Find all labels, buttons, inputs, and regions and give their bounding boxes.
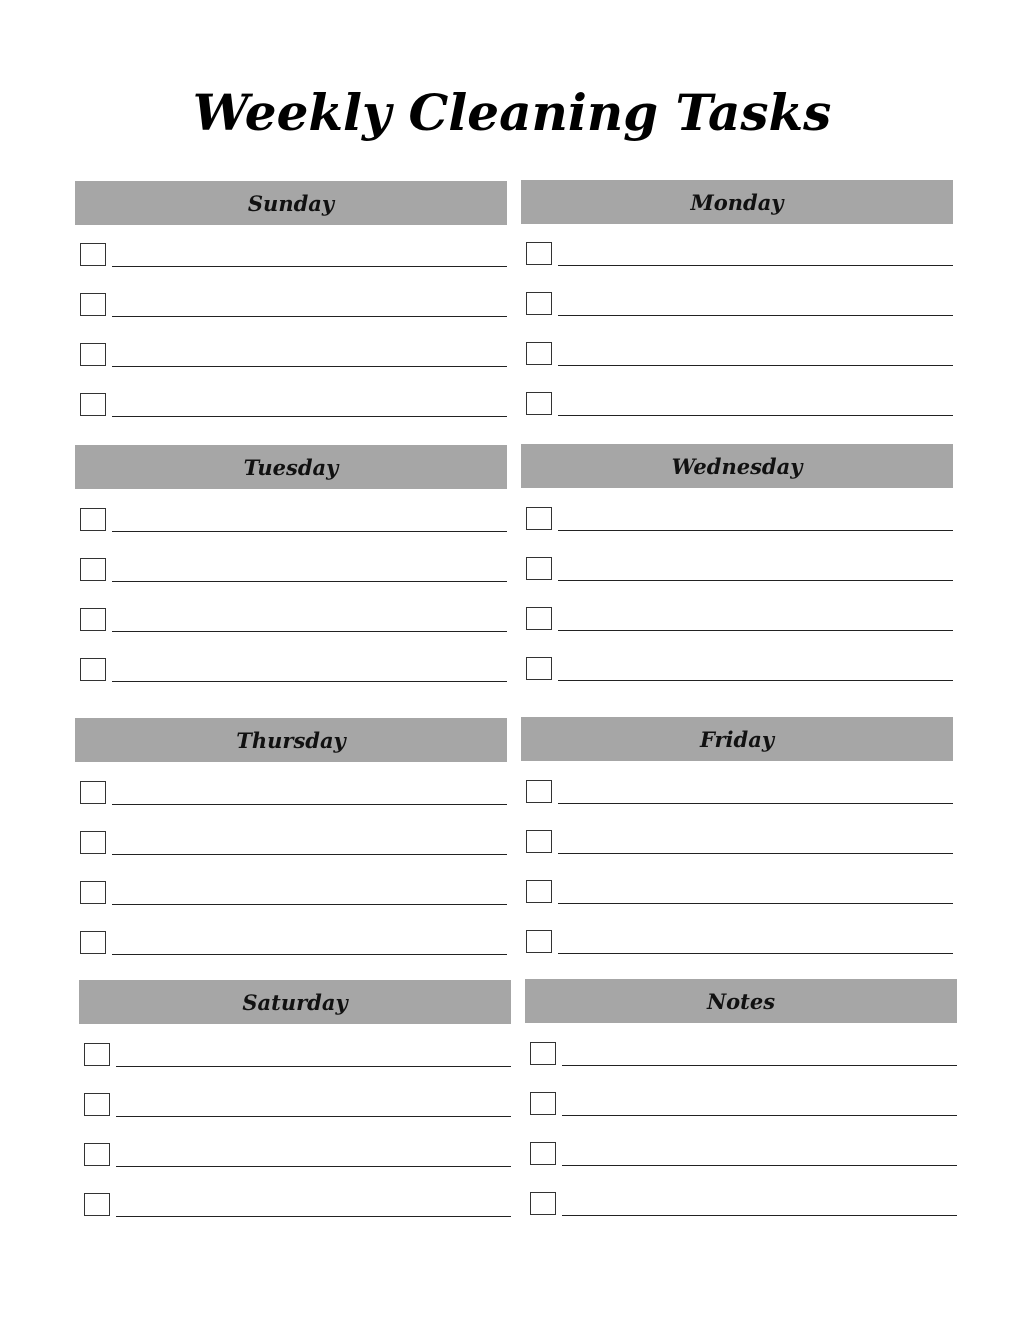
task-line[interactable] xyxy=(558,630,953,631)
task-row xyxy=(521,507,953,531)
task-line[interactable] xyxy=(558,680,953,681)
task-line[interactable] xyxy=(558,415,953,416)
checkbox[interactable] xyxy=(530,1092,556,1115)
task-row xyxy=(521,657,953,681)
task-row xyxy=(525,1192,957,1216)
checkbox[interactable] xyxy=(526,830,552,853)
checkbox[interactable] xyxy=(80,658,106,681)
task-row xyxy=(75,343,507,367)
checkbox[interactable] xyxy=(80,881,106,904)
checkbox[interactable] xyxy=(80,831,106,854)
task-line[interactable] xyxy=(558,530,953,531)
section-notes xyxy=(525,979,957,1023)
task-row xyxy=(525,1092,957,1116)
section-wednesday xyxy=(521,444,953,488)
task-row xyxy=(521,607,953,631)
checkbox[interactable] xyxy=(84,1143,110,1166)
task-line[interactable] xyxy=(112,531,507,532)
task-line[interactable] xyxy=(562,1165,957,1166)
checkbox[interactable] xyxy=(526,242,552,265)
checkbox[interactable] xyxy=(526,507,552,530)
task-row xyxy=(521,557,953,581)
section-header: Thursday xyxy=(75,718,507,762)
task-row xyxy=(75,293,507,317)
task-row xyxy=(75,831,507,855)
section-tuesday xyxy=(75,445,507,489)
checkbox[interactable] xyxy=(526,557,552,580)
task-line[interactable] xyxy=(116,1116,511,1117)
task-line[interactable] xyxy=(112,316,507,317)
task-line[interactable] xyxy=(558,803,953,804)
section-header: Notes xyxy=(525,979,957,1023)
checkbox[interactable] xyxy=(80,508,106,531)
checkbox[interactable] xyxy=(80,931,106,954)
task-row xyxy=(521,242,953,266)
section-thursday xyxy=(75,718,507,762)
task-line[interactable] xyxy=(112,804,507,805)
task-row xyxy=(521,880,953,904)
section-header: Saturday xyxy=(79,980,511,1024)
checkbox[interactable] xyxy=(84,1093,110,1116)
checkbox[interactable] xyxy=(526,657,552,680)
checkbox[interactable] xyxy=(526,880,552,903)
checkbox[interactable] xyxy=(80,293,106,316)
checkbox[interactable] xyxy=(80,343,106,366)
checkbox[interactable] xyxy=(526,292,552,315)
checkbox[interactable] xyxy=(530,1192,556,1215)
task-row xyxy=(75,781,507,805)
checkbox[interactable] xyxy=(84,1043,110,1066)
task-line[interactable] xyxy=(558,953,953,954)
task-line[interactable] xyxy=(116,1066,511,1067)
task-line[interactable] xyxy=(112,854,507,855)
task-line[interactable] xyxy=(112,366,507,367)
section-saturday xyxy=(79,980,511,1024)
checkbox[interactable] xyxy=(80,608,106,631)
checkbox[interactable] xyxy=(84,1193,110,1216)
task-line[interactable] xyxy=(116,1216,511,1217)
section-monday xyxy=(521,180,953,224)
task-row xyxy=(79,1143,511,1167)
checkbox[interactable] xyxy=(80,558,106,581)
task-row xyxy=(79,1193,511,1217)
task-row xyxy=(75,658,507,682)
checkbox[interactable] xyxy=(526,392,552,415)
task-line[interactable] xyxy=(562,1115,957,1116)
task-row xyxy=(75,243,507,267)
task-row xyxy=(525,1142,957,1166)
task-line[interactable] xyxy=(558,265,953,266)
task-row xyxy=(521,292,953,316)
task-line[interactable] xyxy=(112,954,507,955)
task-line[interactable] xyxy=(558,315,953,316)
checkbox[interactable] xyxy=(530,1042,556,1065)
task-line[interactable] xyxy=(112,416,507,417)
checkbox[interactable] xyxy=(526,930,552,953)
task-row xyxy=(521,342,953,366)
task-line[interactable] xyxy=(558,365,953,366)
checkbox[interactable] xyxy=(530,1142,556,1165)
checkbox[interactable] xyxy=(80,393,106,416)
section-header: Sunday xyxy=(75,181,507,225)
task-line[interactable] xyxy=(562,1065,957,1066)
checkbox[interactable] xyxy=(526,780,552,803)
section-header: Tuesday xyxy=(75,445,507,489)
section-header: Friday xyxy=(521,717,953,761)
task-row xyxy=(521,830,953,854)
task-line[interactable] xyxy=(558,853,953,854)
task-row xyxy=(525,1042,957,1066)
task-line[interactable] xyxy=(112,631,507,632)
task-row xyxy=(75,393,507,417)
task-line[interactable] xyxy=(562,1215,957,1216)
task-line[interactable] xyxy=(112,681,507,682)
task-row xyxy=(521,780,953,804)
task-row xyxy=(75,508,507,532)
task-row xyxy=(75,931,507,955)
section-sunday xyxy=(75,181,507,225)
task-line[interactable] xyxy=(558,580,953,581)
checkbox[interactable] xyxy=(526,342,552,365)
section-header: Monday xyxy=(521,180,953,224)
task-row xyxy=(521,930,953,954)
task-row xyxy=(75,881,507,905)
checkbox[interactable] xyxy=(526,607,552,630)
checkbox[interactable] xyxy=(80,243,106,266)
task-line[interactable] xyxy=(112,904,507,905)
task-line[interactable] xyxy=(558,903,953,904)
task-row xyxy=(521,392,953,416)
task-line[interactable] xyxy=(112,266,507,267)
task-row xyxy=(79,1093,511,1117)
task-row xyxy=(75,608,507,632)
checkbox[interactable] xyxy=(80,781,106,804)
task-row xyxy=(79,1043,511,1067)
task-row xyxy=(75,558,507,582)
page-title: Weekly Cleaning Tasks xyxy=(192,83,832,142)
section-friday xyxy=(521,717,953,761)
task-line[interactable] xyxy=(112,581,507,582)
section-header: Wednesday xyxy=(521,444,953,488)
task-line[interactable] xyxy=(116,1166,511,1167)
